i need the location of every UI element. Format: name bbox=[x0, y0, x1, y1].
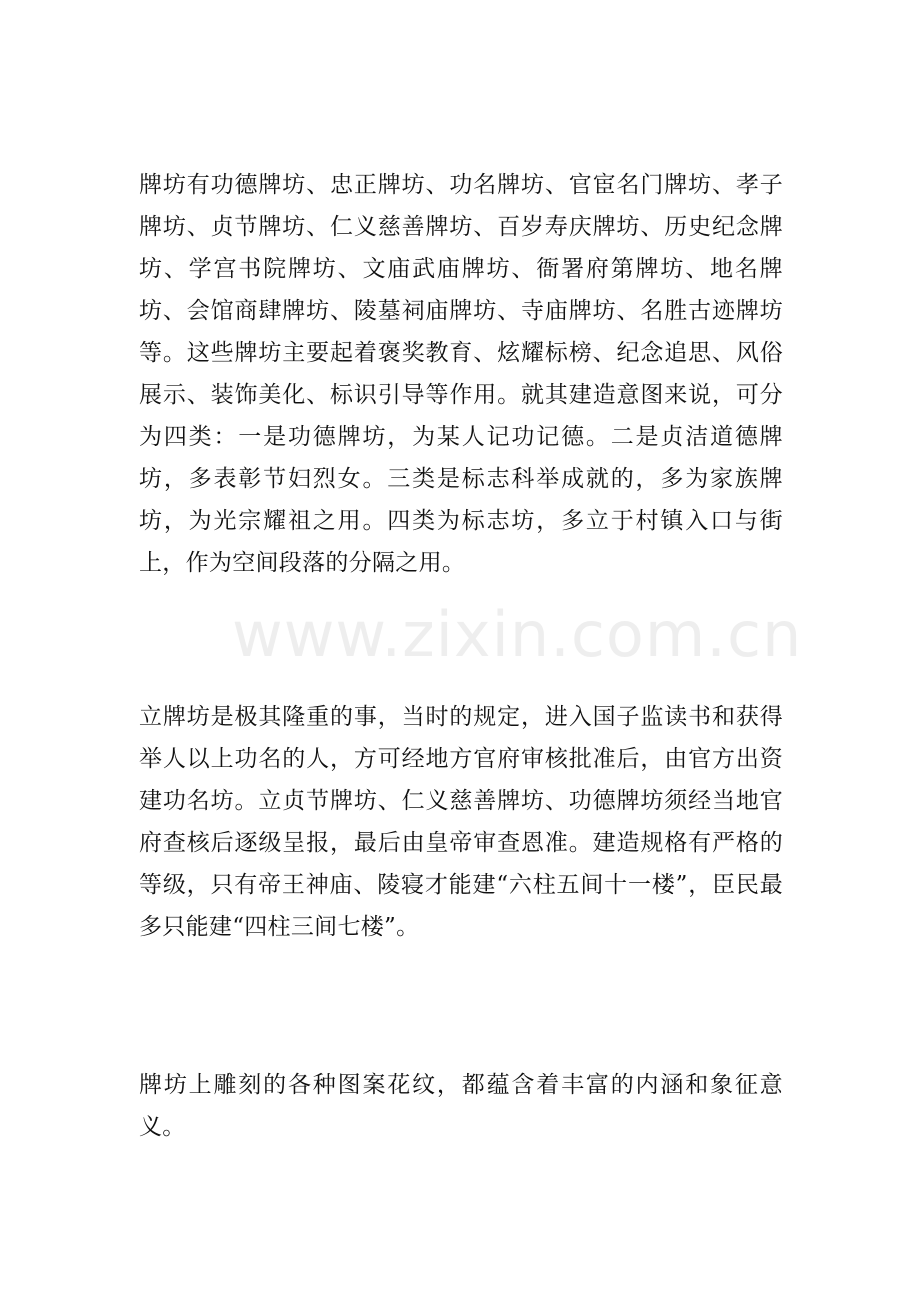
paragraph-carvings: 牌坊上雕刻的各种图案花纹，都蕴含着丰富的内涵和象征意义。 bbox=[139, 1072, 783, 1140]
paragraph-types-of-paifang: 牌坊有功德牌坊、忠正牌坊、功名牌坊、官宦名门牌坊、孝子牌坊、贞节牌坊、仁义慈善牌坊、百岁寿庆牌坊、历史纪念牌坊、学宫书院牌坊、文庙武庙牌坊、衙署府第牌坊、地名牌坊、会馆商肆牌坊、陵墓祠庙牌坊、寺庙牌坊、名胜古迹牌坊等。这些牌坊主要起着褒奖教育、炫耀标榜、纪念追思、风俗展示、装饰美化、标识引导等作用。就其建造意图来说，可分为四类：一是功德牌坊，为某人记功记德。二是贞洁道德牌坊，多表彰节妇烈女。三类是标志科举成就的，多为家族牌坊，为光宗耀祖之用。四类为标志坊，多立于村镇入口与街上，作为空间段落的分隔之用。 bbox=[139, 172, 783, 576]
paragraph-construction-rules: 立牌坊是极其隆重的事，当时的规定，进入国子监读书和获得举人以上功名的人，方可经地方官府审核批准后，由官方出资建功名坊。立贞节牌坊、仁义慈善牌坊、功德牌坊须经当地官府查核后逐级呈报，最后由皇帝审查恩准。建造规格有严格的等级，只有帝王神庙、陵寝才能建“六柱五间十一楼”，臣民最多只能建“四柱三间七楼”。 bbox=[139, 704, 783, 940]
watermark: www.zixin.com.cn bbox=[232, 598, 803, 671]
